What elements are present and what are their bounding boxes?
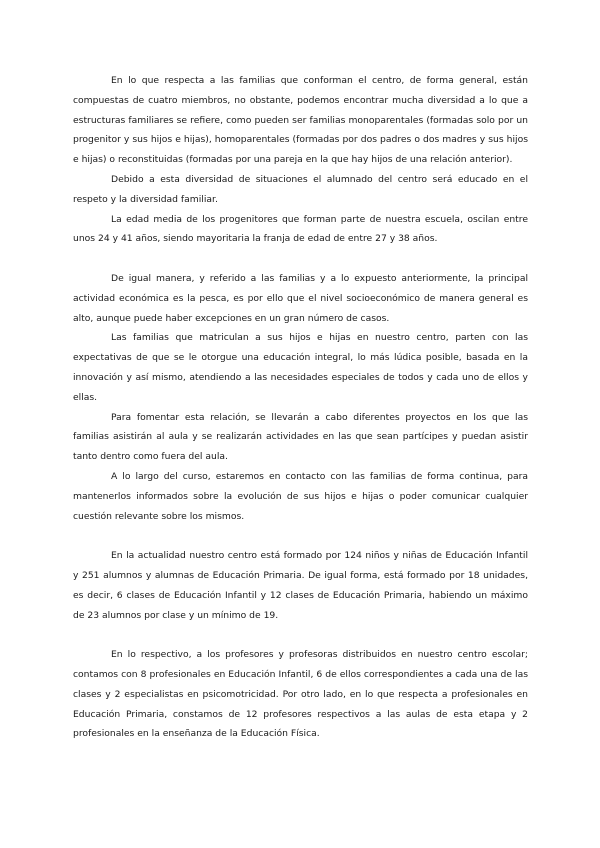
paragraph-family-projects: Para fomentar esta relación, se llevarán a cabo diferentes proyectos en los que las familias asistirán al aula y se realizarán actividades en las que sean partícipes y puedan asistir tanto dentro como fuera del aula.: [73, 411, 528, 463]
paragraph-spacer: [73, 625, 528, 645]
paragraph-student-numbers: En la actualidad nuestro centro está formado por 124 niños y niñas de Educación Infantil y 251 alumnos y alumnas de Educación Primaria. De igual forma, está formado por 18 unidades, es decir, 6 clases de Educación Infantil y 12 clases de Educación Primaria, habiendo un máximo de 23 alumnos por clase y un mínimo de 19.: [73, 550, 528, 621]
paragraph-family-contact: A lo largo del curso, estaremos en contacto con las familias de forma continua, para mantenerlos informados sobre la evolución de sus hijos e hijas o poder comunicar cualquier cuestión relevante sobre los mismos.: [73, 470, 528, 522]
paragraph-economic-activity: De igual manera, y referido a las familias y a lo expuesto anteriormente, la principal actividad económica es la pesca, es por ello que el nivel socioeconómico de manera general es alto, aunque puede haber excepciones en un gran número de casos.: [73, 272, 528, 324]
paragraph-teaching-staff: En lo respectivo, a los profesores y profesoras distribuidos en nuestro centro escolar; contamos con 8 profesionales en Educación Infantil, 6 de ellos correspondientes a cada una de las clases y 2 especialistas en psicomotricidad. Por otro lado, en lo que respecta a profesionales en Educación Primaria, constamos de 12 profesores respectivos a las aulas de esta etapa y 2 profesionales en la enseñanza de la Educación Física.: [73, 649, 528, 740]
paragraph-parents-age: La edad media de los progenitores que forman parte de nuestra escuela, oscilan entre unos 24 y 41 años, siendo mayoritaria la franja de edad de entre 27 y 38 años.: [73, 213, 528, 245]
paragraph-spacer: [73, 249, 528, 269]
paragraph-spacer: [73, 526, 528, 546]
paragraph-family-diversity: Debido a esta diversidad de situaciones el alumnado del centro será educado en el respeto y la diversidad familiar.: [73, 173, 528, 205]
paragraph-family-structure: En lo que respecta a las familias que conforman el centro, de forma general, están compuestas de cuatro miembros, no obstante, podemos encontrar mucha diversidad a lo que a estructuras familiares se refiere, como pueden ser familias monoparentales (formadas solo por un progenitor y sus hijos e hijas), homoparentales (formadas por dos padres o dos madres y sus hijos e hijas) o reconstituidas (formadas por una pareja en la que hay hijos de una relación anterior).: [73, 75, 528, 166]
paragraph-family-expectations: Las familias que matriculan a sus hijos e hijas en nuestro centro, parten con las expectativas de que se le otorgue una educación integral, lo más lúdica posible, basada en la innovación y así mismo, atendiendo a las necesidades especiales de todos y cada uno de ellos y ellas.: [73, 332, 528, 403]
